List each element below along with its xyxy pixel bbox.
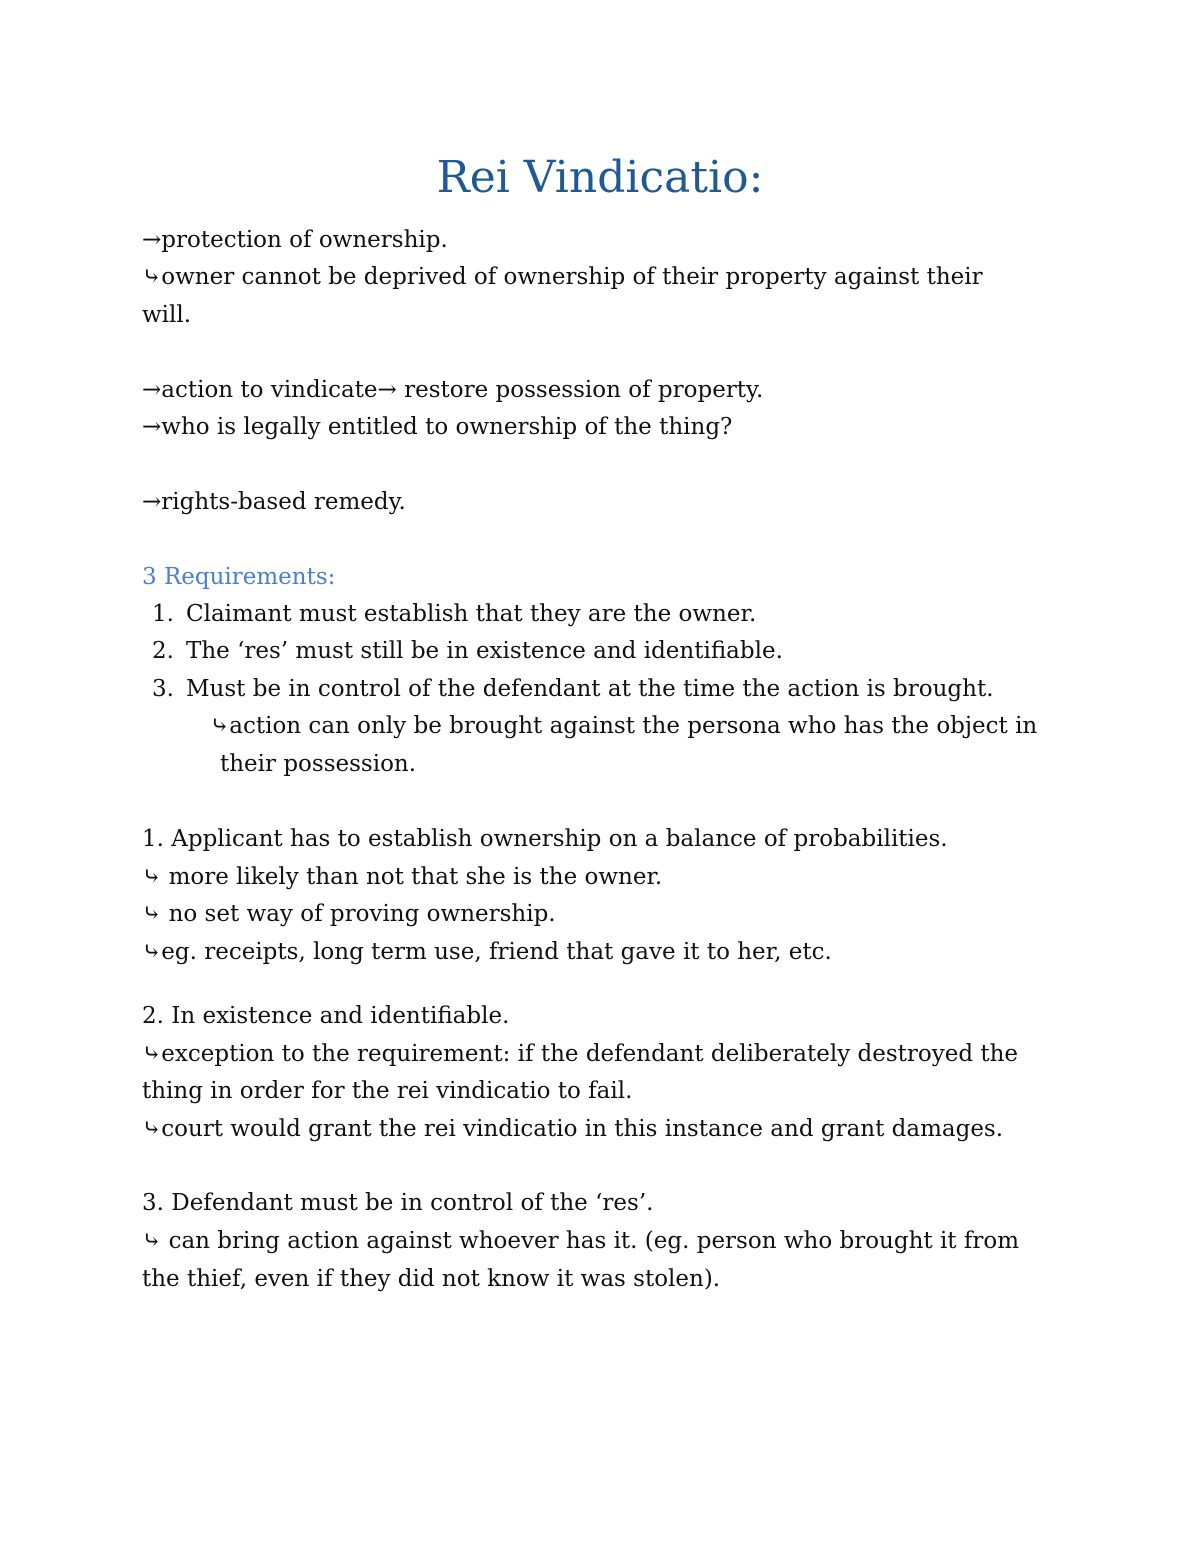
- requirement-text: Must be in control of the defendant at the time the action is brought.: [186, 676, 994, 702]
- section-1-line: ⤷ more likely than not that she is the owner.: [142, 864, 663, 890]
- requirement-note: ⤷action can only be brought against the persona who has the object in: [210, 713, 1038, 739]
- requirement-item: [140, 632, 783, 670]
- section-2-line: ⤷exception to the requirement: if the defendant deliberately destroyed the: [142, 1041, 1019, 1067]
- requirement-item: [140, 670, 994, 708]
- section-1-line: ⤷eg. receipts, long term use, friend that gave it to her, etc.: [142, 939, 832, 965]
- section-3-line: the thief, even if they did not know it was stolen).: [142, 1266, 721, 1292]
- section-2-line: 2. In existence and identifiable.: [142, 1003, 510, 1029]
- requirement-note: their possession.: [220, 751, 417, 777]
- intro-line: ⤷owner cannot be deprived of ownership of their property against their: [142, 264, 983, 290]
- requirements-heading: 3 Requirements:: [142, 564, 336, 590]
- requirement-number: 1.: [152, 601, 174, 627]
- intro-line: →rights-based remedy.: [142, 489, 406, 515]
- page-title: Rei Vindicatio:: [436, 152, 764, 203]
- section-1-line: 1. Applicant has to establish ownership on a balance of probabilities.: [142, 826, 948, 852]
- requirement-text: Claimant must establish that they are the owner.: [186, 601, 757, 627]
- intro-line: →protection of ownership.: [142, 227, 448, 253]
- requirement-number: 3.: [152, 676, 174, 702]
- requirement-number: 2.: [152, 638, 174, 664]
- intro-line: →action to vindicate→ restore possession of property.: [142, 377, 764, 403]
- section-3-line: 3. Defendant must be in control of the ‘res’.: [142, 1190, 654, 1216]
- section-2-line: thing in order for the rei vindicatio to fail.: [142, 1078, 633, 1104]
- requirement-item: [140, 595, 756, 633]
- requirement-text: The ‘res’ must still be in existence and identifiable.: [186, 638, 783, 664]
- section-3-line: ⤷ can bring action against whoever has it. (eg. person who brought it from: [142, 1228, 1020, 1254]
- section-1-line: ⤷ no set way of proving ownership.: [142, 901, 556, 927]
- section-2-line: ⤷court would grant the rei vindicatio in this instance and grant damages.: [142, 1116, 1004, 1142]
- intro-line: will.: [142, 302, 192, 328]
- intro-line: →who is legally entitled to ownership of the thing?: [142, 414, 733, 440]
